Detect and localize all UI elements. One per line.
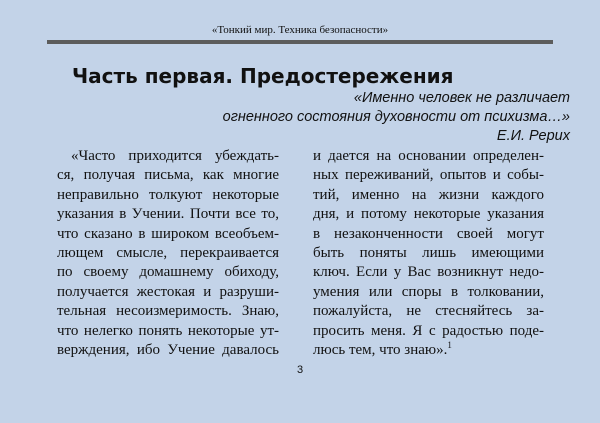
text-line: по своему домашнему обиходу, xyxy=(57,264,279,281)
text-line-content: люсь тем, что знаю». xyxy=(313,342,448,359)
text-line: верждения, ибо Учение давалось xyxy=(57,342,279,359)
footnote-reference[interactable]: 1 xyxy=(447,340,452,351)
text-line: что нелегко понять некоторые ут- xyxy=(57,322,279,339)
text-line: что сказано в широком всеобъем- xyxy=(57,225,279,242)
text-line: в незаконченности своей могут xyxy=(313,225,544,242)
text-line: тельная несоизмеримость. Знаю, xyxy=(57,303,279,320)
text-line: получается жестокая и разруши- xyxy=(57,283,279,300)
text-line: быть поняты лишь имеющими xyxy=(313,245,544,262)
text-line: пожалуйста, не стесняйтесь за- xyxy=(313,303,544,320)
text-line: ся, получая письма, как многие xyxy=(57,167,279,184)
text-line: «Часто приходится убеждать- xyxy=(71,148,279,164)
text-line: неправильно толкуют некоторые xyxy=(57,186,279,203)
page-number: 3 xyxy=(296,364,304,376)
chapter-title: Часть первая. Предостережения xyxy=(72,64,454,88)
epigraph-line: «Именно человек не различает xyxy=(353,90,570,106)
epigraph xyxy=(150,89,570,146)
text-line-last xyxy=(313,341,544,360)
text-line: лющем смысле, перекраивается xyxy=(57,245,279,262)
text-line: дня, и потому некоторые указания xyxy=(313,206,544,223)
body-column-left xyxy=(57,147,279,360)
text-line: указания в Учении. Почти все то, xyxy=(57,206,279,223)
epigraph-author: Е.И. Рерих xyxy=(496,128,570,144)
text-line: и дается на основании определен- xyxy=(313,148,544,164)
text-line: тий, именно на жизни каждого xyxy=(313,186,544,203)
epigraph-line: огненного состояния духовности от психизма…» xyxy=(222,109,570,125)
text-line: ключ. Если у Вас возникнут недо- xyxy=(313,264,544,281)
body-column-right xyxy=(313,147,544,360)
text-line: умения или споры в толковании, xyxy=(313,283,544,300)
header-rule xyxy=(47,40,553,44)
running-header: «Тонкий мир. Техника безопасности» xyxy=(211,24,389,36)
text-line: ных переживаний, опытов и собы- xyxy=(313,167,544,184)
text-line: просить меня. Я с радостью поде- xyxy=(313,322,544,339)
